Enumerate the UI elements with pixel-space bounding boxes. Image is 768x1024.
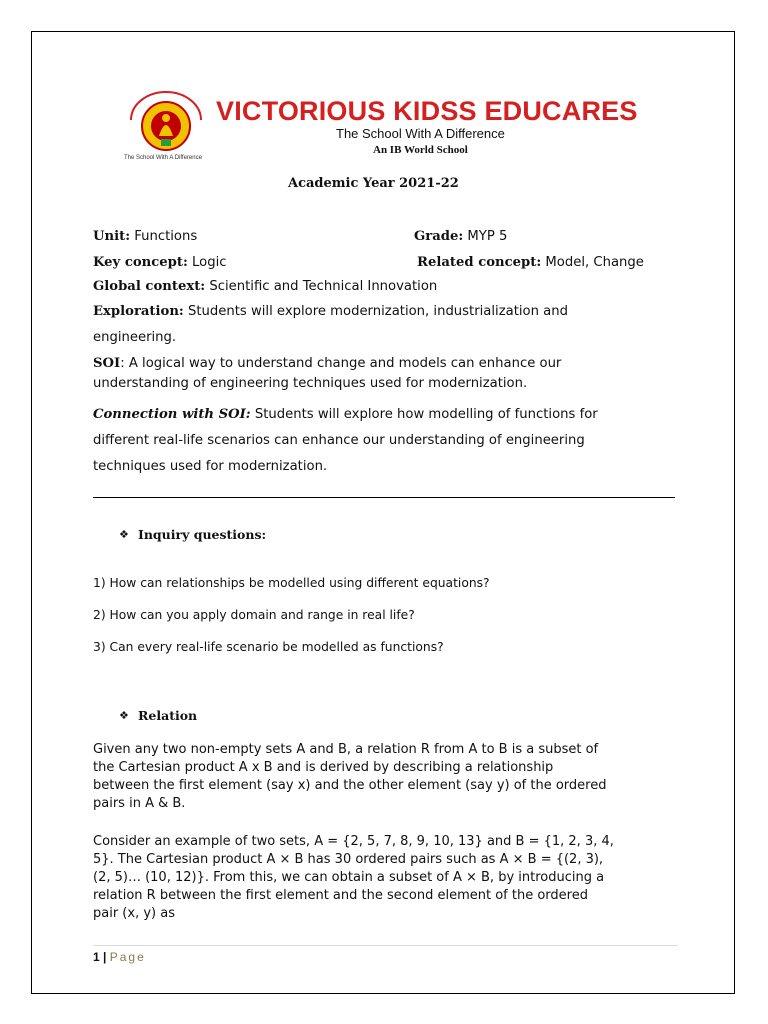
connection-continued-1: different real-life scenarios can enhance our understanding of engineering xyxy=(93,433,585,448)
paragraph-line: relation R between the first element and the second element of the ordered xyxy=(93,888,588,903)
grade-label: Grade: xyxy=(414,229,464,244)
inquiry-question-3: 3) Can every real-life scenario be modelled as functions? xyxy=(93,640,444,654)
soi-value: : A logical way to understand change and models can enhance our xyxy=(120,356,562,371)
paragraph-line: 5}. The Cartesian product A × B has 30 ordered pairs such as A × B = {(2, 3), xyxy=(93,852,604,867)
grade-value: MYP 5 xyxy=(463,229,508,244)
academic-year: Academic Year 2021-22 xyxy=(288,176,459,191)
paragraph-line: pairs in A & B. xyxy=(93,796,186,811)
exploration-value: Students will explore modernization, industrialization and xyxy=(183,304,568,319)
key-concept-label: Key concept: xyxy=(93,255,188,270)
ib-world-school: An IB World School xyxy=(373,144,468,156)
school-motto: The School With A Difference xyxy=(336,126,505,141)
school-name: VICTORIOUS KIDSS EDUCARES xyxy=(216,96,638,126)
exploration-continued: engineering. xyxy=(93,330,177,345)
inquiry-heading: Inquiry questions: xyxy=(138,527,267,542)
logo-tagline: The School With A Difference xyxy=(124,155,202,161)
page-footer xyxy=(93,950,146,964)
paragraph-line: Consider an example of two sets, A = {2, 5, 7, 8, 9, 10, 13} and B = {1, 2, 3, 4, xyxy=(93,834,614,849)
unit-value: Functions xyxy=(130,229,198,244)
global-context-label: Global context: xyxy=(93,279,206,294)
relation-paragraph-1 xyxy=(93,741,683,813)
exploration-line xyxy=(93,304,568,319)
soi-line xyxy=(93,356,561,371)
connection-continued-2: techniques used for modernization. xyxy=(93,459,328,474)
related-concept-value: Model, Change xyxy=(541,255,644,270)
soi-label: SOI xyxy=(93,356,121,371)
school-logo xyxy=(121,90,211,152)
global-context-line xyxy=(93,279,437,294)
related-concept-line xyxy=(417,255,644,270)
paragraph-line: (2, 5)… (10, 12)}. From this, we can obtain a subset of A × B, by introducing a xyxy=(93,870,605,885)
footer-divider xyxy=(93,945,678,946)
relation-heading: Relation xyxy=(138,708,198,723)
diamond-bullet-icon: ❖ xyxy=(119,528,129,541)
inquiry-question-2: 2) How can you apply domain and range in real life? xyxy=(93,608,415,622)
inquiry-question-1: 1) How can relationships be modelled using different equations? xyxy=(93,576,490,590)
unit-line xyxy=(93,229,197,244)
unit-label: Unit: xyxy=(93,229,131,244)
global-context-value: Scientific and Technical Innovation xyxy=(205,279,438,294)
connection-label: Connection with SOI: xyxy=(93,407,251,422)
relation-paragraph-2 xyxy=(93,833,683,923)
paragraph-line: between the first element (say x) and the other element (say y) of the ordered xyxy=(93,778,607,793)
exploration-label: Exploration: xyxy=(93,304,184,319)
paragraph-line: the Cartesian product A x B and is derived by describing a relationship xyxy=(93,760,554,775)
connection-value: Students will explore how modelling of functions for xyxy=(250,407,598,422)
page-number: 1 xyxy=(93,950,100,964)
related-concept-label: Related concept: xyxy=(417,255,542,270)
paragraph-line: pair (x, y) as xyxy=(93,906,175,921)
page-label: Page xyxy=(109,950,146,964)
grade-line xyxy=(414,229,507,244)
diamond-bullet-icon: ❖ xyxy=(119,709,129,722)
connection-line xyxy=(93,407,598,422)
key-concept-value: Logic xyxy=(187,255,227,270)
section-divider xyxy=(93,497,675,498)
paragraph-line: Given any two non-empty sets A and B, a relation R from A to B is a subset of xyxy=(93,742,599,757)
key-concept-line xyxy=(93,255,227,270)
soi-continued: understanding of engineering techniques used for modernization. xyxy=(93,376,528,391)
school-logo-emblem xyxy=(121,90,211,152)
footer-separator: | xyxy=(103,950,107,964)
